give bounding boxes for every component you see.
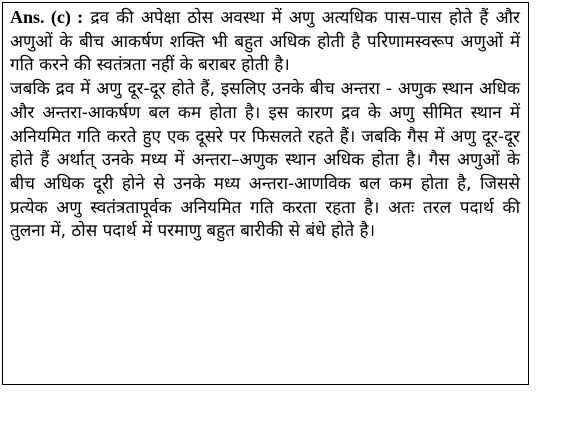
answer-box — [2, 2, 529, 385]
answer-paragraph-2: जबकि द्रव में अणु दूर-दूर होते हैं, इसलिए उनके बीच अन्तरा - अणुक स्थान अधिक और अन्तरा-आकर्षण बल कम होता है। इस कारण द्रव के अणु सीमित स्थान में अनियमित गति करते हुए एक दूसरे पर फिसलते रहते हैं। जबकि गैस में अणु दूर-दूर होते हैं अर्थात् उनके मध्य में अन्तरा–अणुक स्थान अधिक होता है। गैस अणुओं के बीच अधिक दूरी होने से उनके मध्य अन्तरा-आणविक बल कम होता है, जिससे प्रत्येक अणु स्वतंत्रतापूर्वक अनियमित गति करता रहता है। अतः तरल पदार्थ की तुलना में, ठोस पदार्थ में परमाणु बहुत बारीकी से बंधे होते है। — [10, 79, 520, 242]
answer-paragraph-1 — [10, 6, 520, 78]
answer-label: Ans. (c) : — [10, 7, 84, 27]
answer-text-1: द्रव की अपेक्षा ठोस अवस्था में अणु अत्यधिक पास-पास होते हैं और अणुओं के बीच आकर्षण शक्ति भी बहुत अधिक होती है परिणामस्वरूप अणुओं में गति करने की स्वतंत्रता नहीं के बराबर होती है। — [10, 8, 521, 76]
